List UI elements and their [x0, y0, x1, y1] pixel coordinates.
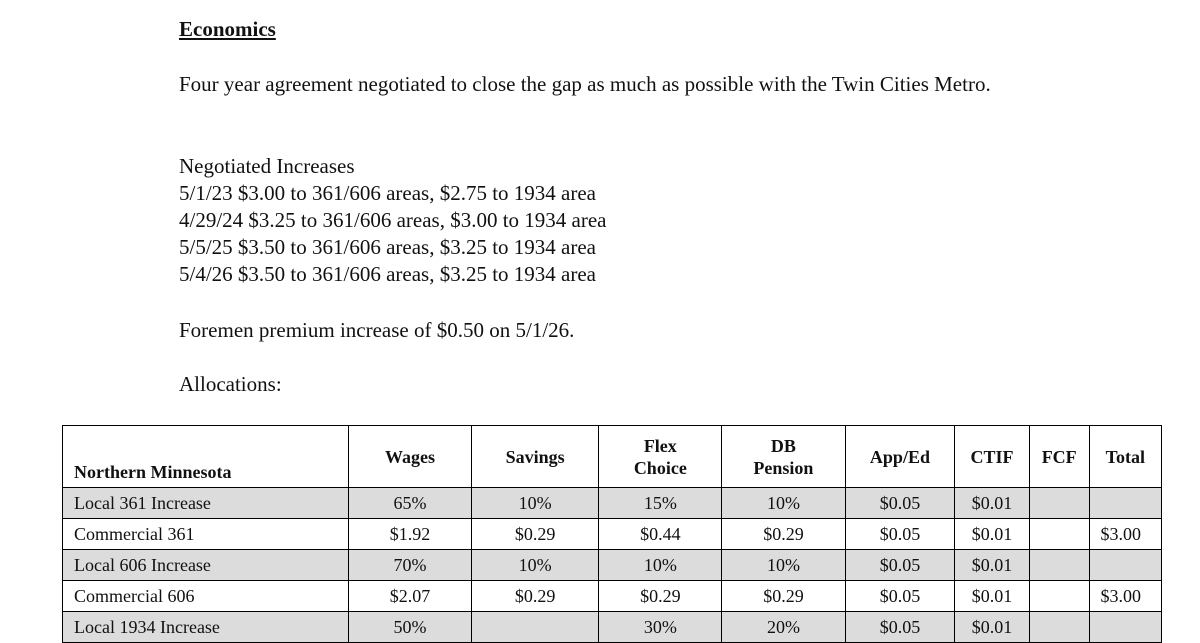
- table-cell: $0.01: [955, 612, 1029, 643]
- table-row: [63, 612, 1162, 643]
- table-cell: 10%: [722, 488, 845, 519]
- table-cell: $3.00: [1089, 519, 1161, 550]
- table-cell: $0.29: [722, 581, 845, 612]
- row-label: Local 361 Increase: [63, 488, 349, 519]
- table-cell: $2.07: [348, 581, 471, 612]
- table-cell: 20%: [722, 612, 845, 643]
- column-header-wages: Wages: [348, 426, 471, 488]
- table-row: [63, 581, 1162, 612]
- table-cell: 65%: [348, 488, 471, 519]
- column-header-total: Total: [1089, 426, 1161, 488]
- row-header: Northern Minnesota: [63, 426, 349, 488]
- table-cell: 70%: [348, 550, 471, 581]
- increase-line: 4/29/24 $3.25 to 361/606 areas, $3.00 to 1934 area: [179, 208, 607, 232]
- table-row: [63, 519, 1162, 550]
- table-cell: $0.29: [722, 519, 845, 550]
- table-cell: [1089, 550, 1161, 581]
- increases-title: Negotiated Increases: [179, 154, 355, 178]
- column-header-flex-choice: Flex Choice: [599, 426, 722, 488]
- increase-line: 5/4/26 $3.50 to 361/606 areas, $3.25 to 1934 area: [179, 262, 597, 286]
- table-cell: $0.05: [845, 519, 955, 550]
- table-cell: 15%: [599, 488, 722, 519]
- increase-line: 5/1/23 $3.00 to 361/606 areas, $2.75 to 1934 area: [179, 181, 597, 205]
- table-cell: $0.01: [955, 488, 1029, 519]
- table-cell: $0.05: [845, 612, 955, 643]
- table-cell: 10%: [472, 550, 599, 581]
- intro-paragraph: Four year agreement negotiated to close the gap as much as possible with the Twin Cities Metro.: [179, 72, 991, 96]
- table-cell: $0.29: [599, 581, 722, 612]
- row-label: Commercial 361: [63, 519, 349, 550]
- table-cell: $0.05: [845, 488, 955, 519]
- table-cell: [1029, 581, 1089, 612]
- table-cell: $0.29: [472, 519, 599, 550]
- foremen-premium-note: Foremen premium increase of $0.50 on 5/1/26.: [179, 318, 575, 342]
- table-cell: $0.44: [599, 519, 722, 550]
- allocations-table: [62, 425, 1162, 643]
- table-cell: 50%: [348, 612, 471, 643]
- table-row: [63, 488, 1162, 519]
- table-cell: 10%: [472, 488, 599, 519]
- table-cell: $0.05: [845, 581, 955, 612]
- table-cell: 30%: [599, 612, 722, 643]
- table-cell: $3.00: [1089, 581, 1161, 612]
- table-cell: [1029, 488, 1089, 519]
- row-label: Local 1934 Increase: [63, 612, 349, 643]
- row-label: Commercial 606: [63, 581, 349, 612]
- table-cell: [1089, 612, 1161, 643]
- table-cell: [1029, 612, 1089, 643]
- table-cell: $1.92: [348, 519, 471, 550]
- table-cell: [1089, 488, 1161, 519]
- table-cell: $0.01: [955, 581, 1029, 612]
- allocations-label: Allocations:: [179, 372, 282, 396]
- column-header-fcf: FCF: [1029, 426, 1089, 488]
- table-cell: $0.01: [955, 550, 1029, 581]
- row-label: Local 606 Increase: [63, 550, 349, 581]
- negotiated-increases-block: [179, 153, 1059, 288]
- table-header-row: [63, 426, 1162, 488]
- column-header-savings: Savings: [472, 426, 599, 488]
- table-row: [63, 550, 1162, 581]
- increase-line: 5/5/25 $3.50 to 361/606 areas, $3.25 to 1934 area: [179, 235, 597, 259]
- section-heading: Economics: [179, 17, 276, 41]
- column-header-db-pension: DB Pension: [722, 426, 845, 488]
- table-cell: $0.29: [472, 581, 599, 612]
- table-cell: $0.01: [955, 519, 1029, 550]
- table-cell: [472, 612, 599, 643]
- table-cell: [1029, 519, 1089, 550]
- column-header-ctif: CTIF: [955, 426, 1029, 488]
- table-cell: 10%: [722, 550, 845, 581]
- table-cell: [1029, 550, 1089, 581]
- column-header-app-ed: App/Ed: [845, 426, 955, 488]
- table-cell: 10%: [599, 550, 722, 581]
- table-cell: $0.05: [845, 550, 955, 581]
